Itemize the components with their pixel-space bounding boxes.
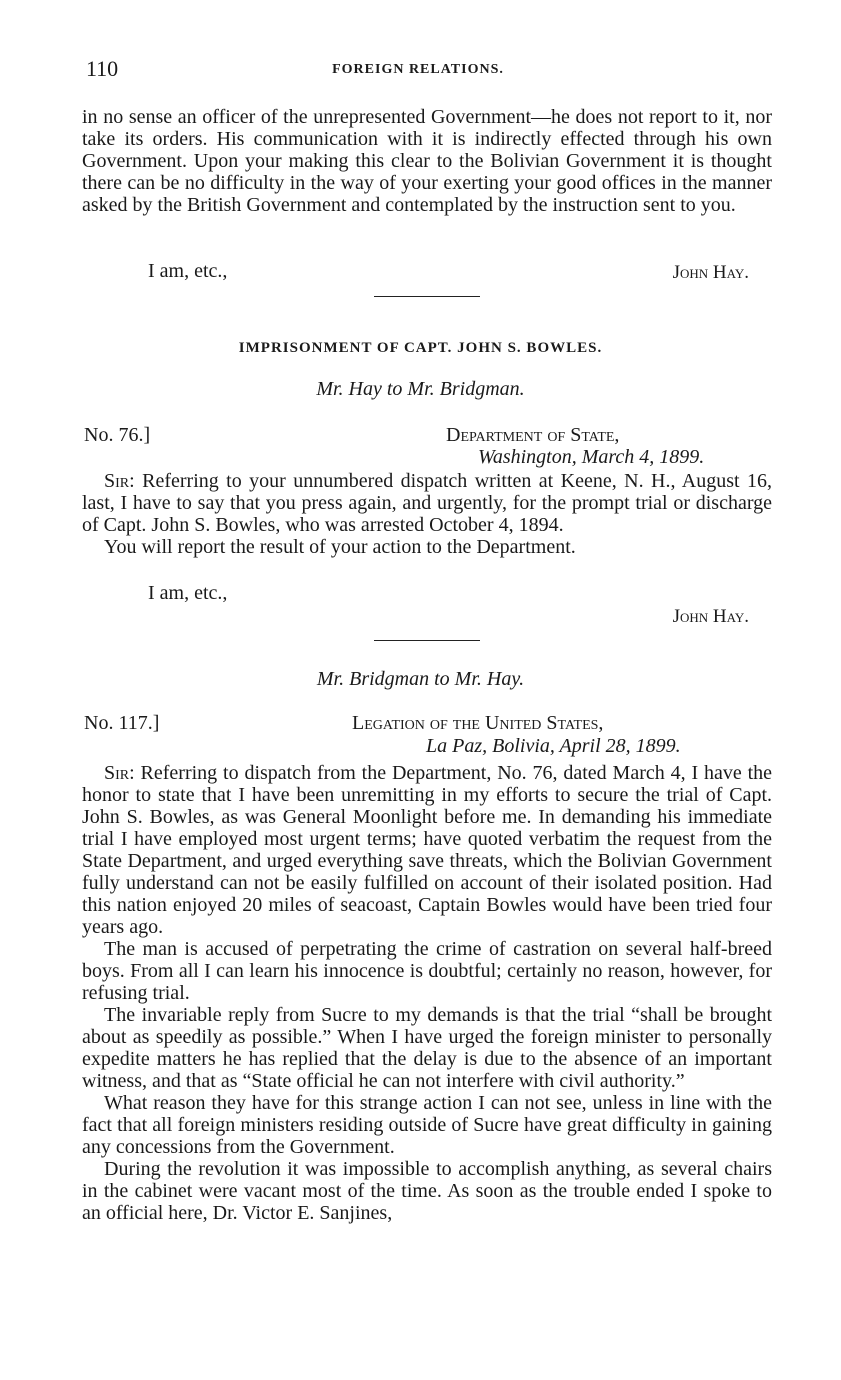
closing-1: I am, etc., — [148, 260, 228, 282]
running-head: FOREIGN RELATIONS. — [332, 62, 504, 77]
letter-1-paragraph: Sir: Referring to your unnumbered dispatch written at Keene, N. H., August 16, last, I have to say that you press again, and urgently, for the prompt trial or discharge of Capt. John S. Bowles, who was arrested October 4, 1894. — [82, 470, 773, 536]
letter-1-body — [82, 470, 772, 558]
page-header — [86, 56, 750, 84]
divider-rule — [374, 296, 480, 297]
letter-2-paragraph: The invariable reply from Sucre to my demands is that the trial “shall be brought about as speedily as possible.” When I have urged the foreign minister to personally expedite matters he has replied that the delay is due to the absence of an important witness, and that as “State official he can not interfere with civil authority.” — [82, 1004, 772, 1092]
letter-1-title: Mr. Hay to Mr. Bridgman. — [316, 378, 525, 400]
letter-1-place-date: Washington, March 4, 1899. — [478, 446, 705, 468]
section-title: IMPRISONMENT OF CAPT. JOHN S. BOWLES. — [238, 340, 603, 356]
letter-2-paragraph: Sir: Referring to dispatch from the Department, No. 76, dated March 4, I have the honor to state that I have been unremitting in my efforts to secure the trial of Capt. John S. Bowles, as was General Moonlight before me. In demanding his immediate trial I have employed most urgent terms; have quoted verbatim the request from the State Department, and urged everything save threats, which the Bolivian Government fully understand can not be easily fulfilled on account of their isolated position. Had this nation enjoyed 20 miles of seacoast, Captain Bowles would have been tried four years ago. — [82, 762, 772, 938]
letter-2-legation: Legation of the United States, — [352, 712, 604, 734]
letter-2-body — [82, 762, 772, 1224]
page-number: 110 — [86, 56, 119, 81]
letter-2-paragraph: During the revolution it was impossible to accomplish anything, as several chairs in the cabinet were vacant most of the time. As soon as the trouble ended I spoke to an official here, Dr. Victor E. Sanjines, — [82, 1158, 772, 1224]
letter-2-paragraph: The man is accused of perpetrating the crime of castration on several half-breed boys. From all I can learn his innocence is doubtful; certainly no reason, however, for refusing trial. — [82, 938, 772, 1004]
salutation: Sir: — [104, 762, 135, 784]
letter-2-place-date: La Paz, Bolivia, April 28, 1899. — [426, 735, 681, 757]
letter-1-department: Department of State, — [446, 424, 620, 446]
signature-2: John Hay. — [672, 606, 749, 627]
salutation: Sir: — [104, 470, 135, 492]
letter-1-paragraph: You will report the result of your action to the Department. — [104, 536, 576, 558]
divider-rule — [374, 640, 480, 641]
continuation-text — [82, 106, 772, 216]
continuation-paragraph: in no sense an officer of the unrepresented Government—he does not report to it, nor take its orders. His communication with it is indirectly effected through his own Government. Upon your making this clear to the Bolivian Government it is thought there can be no difficulty in the way of your exerting your good offices in the manner asked by the British Government and contemplated by the instruction sent to you. — [82, 106, 772, 216]
closing-2: I am, etc., — [148, 582, 228, 604]
letter-2-title: Mr. Bridgman to Mr. Hay. — [316, 668, 525, 690]
letter-2-paragraph: What reason they have for this strange action I can not see, unless in line with the fact that all foreign ministers residing outside of Sucre have great difficulty in gaining any concessions from the Government. — [82, 1092, 772, 1158]
signature-1: John Hay. — [672, 262, 749, 283]
letter-2-number: No. 117.] — [84, 712, 160, 734]
letter-1-number: No. 76.] — [84, 424, 151, 446]
